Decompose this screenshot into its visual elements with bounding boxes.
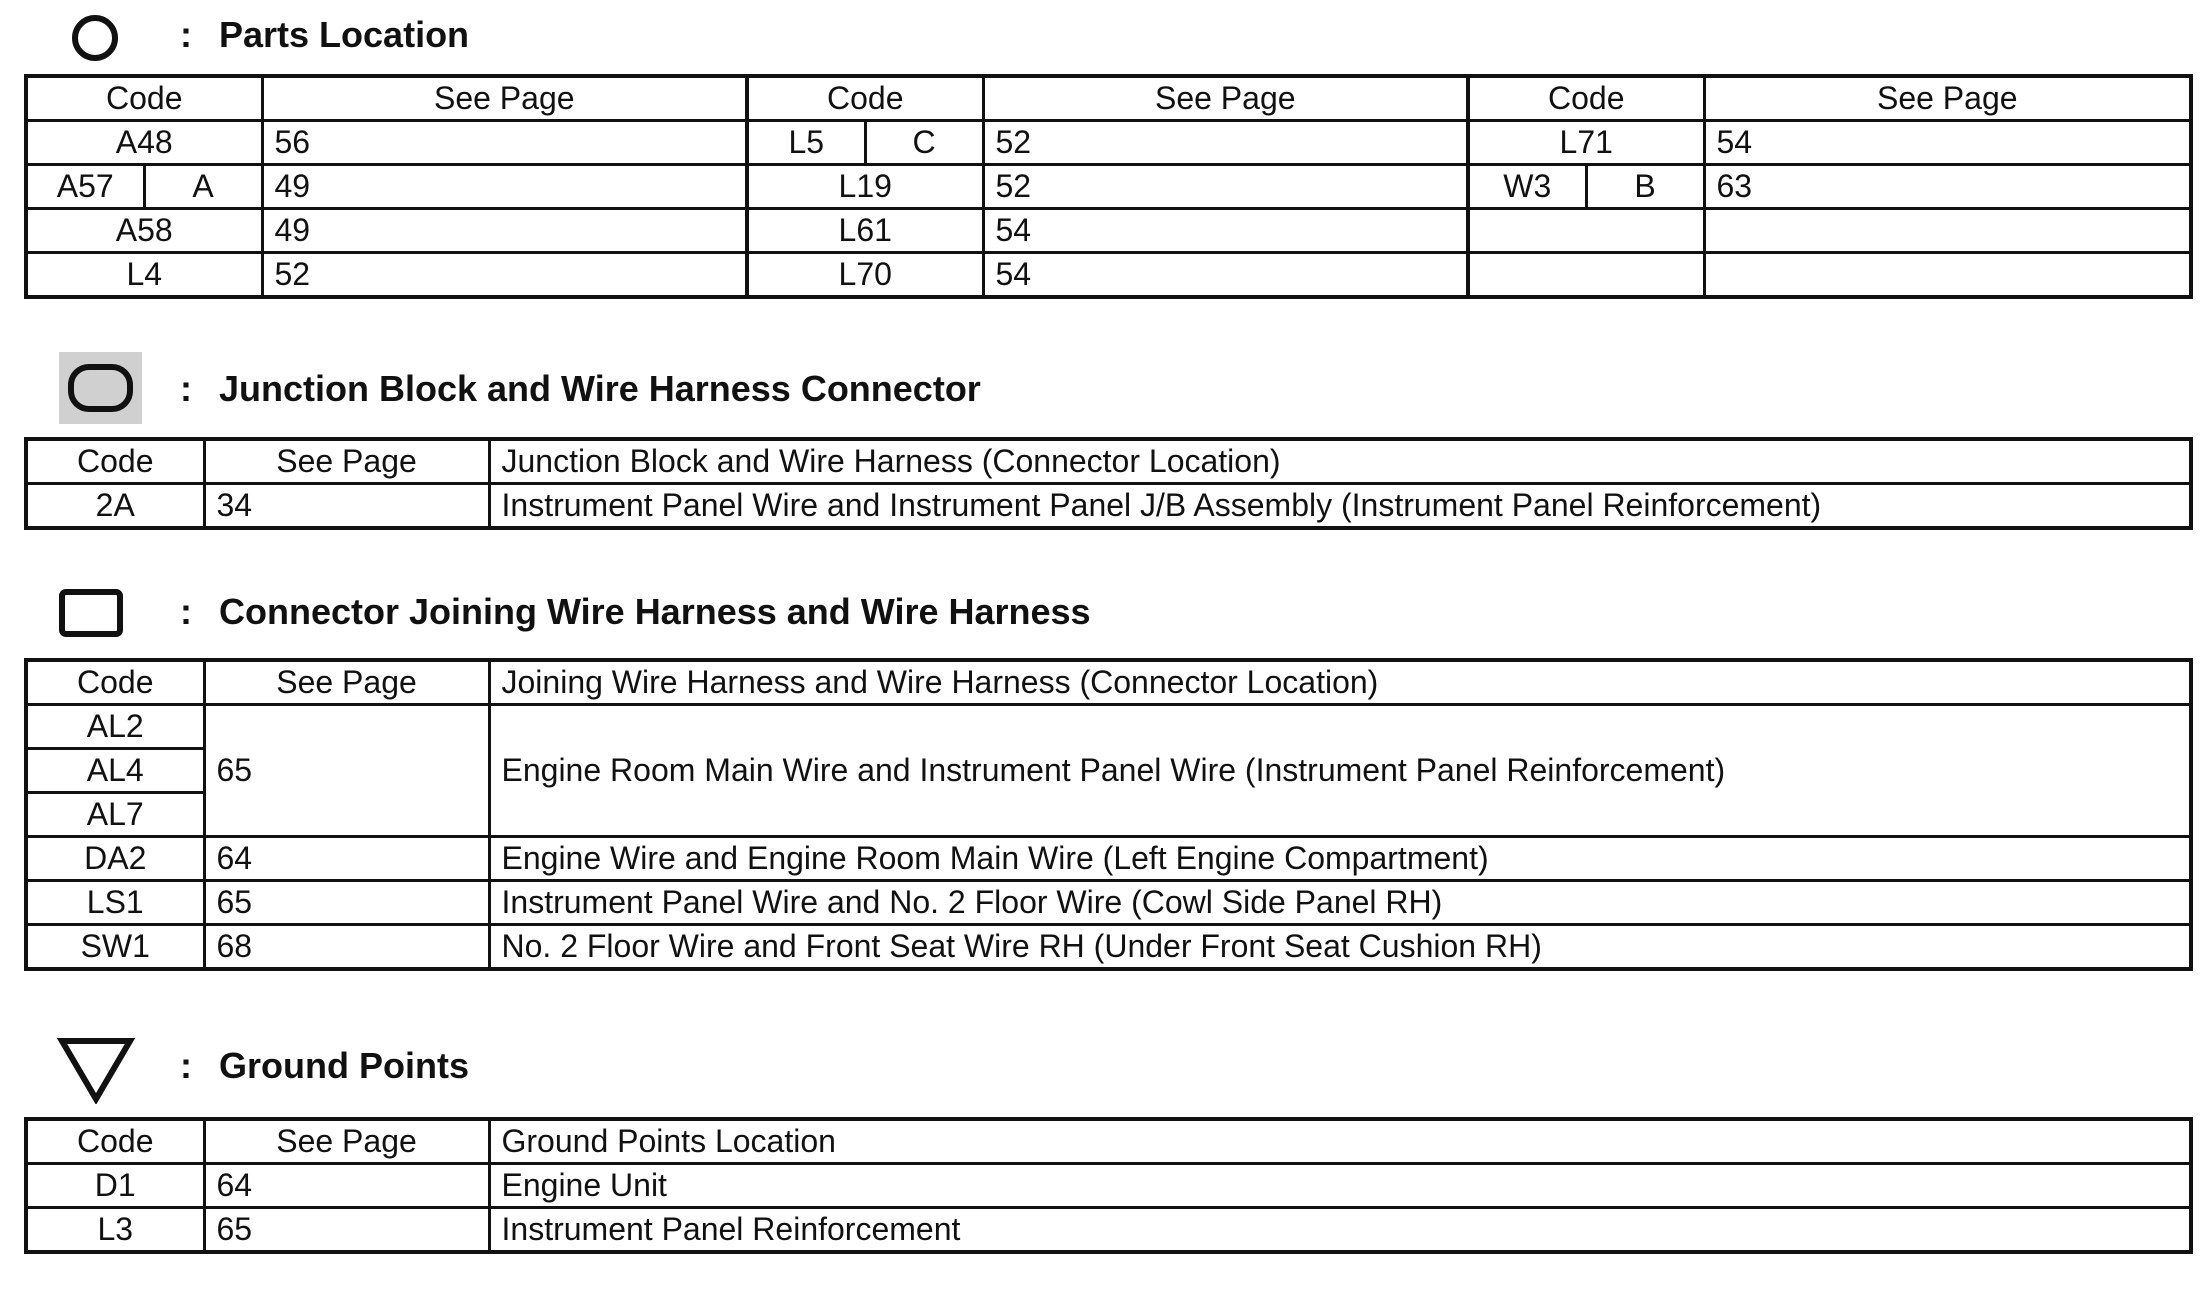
page-cell: 56 xyxy=(262,121,747,165)
description-cell: Instrument Panel Wire and Instrument Panel J/B Assembly (Instrument Panel Reinforcement) xyxy=(489,484,2191,529)
column-header-see-page: See Page xyxy=(204,1119,489,1164)
heading-colon: : xyxy=(180,1045,192,1086)
description-cell: Engine Unit xyxy=(489,1164,2191,1208)
code-cell: A57 xyxy=(26,165,144,209)
table-row xyxy=(26,165,2191,209)
rounded-rect-icon xyxy=(59,352,142,424)
code-cell: A48 xyxy=(26,121,262,165)
triangle-down-icon xyxy=(57,1036,135,1104)
table-row xyxy=(26,1164,2191,1208)
page-cell: 34 xyxy=(204,484,489,529)
table-row xyxy=(26,209,2191,253)
parts-location-heading xyxy=(0,0,2210,80)
description-cell: Engine Room Main Wire and Instrument Panel Wire (Instrument Panel Reinforcement) xyxy=(489,705,2191,837)
page-cell: 52 xyxy=(262,253,747,298)
table-row xyxy=(26,1208,2191,1253)
page-cell: 49 xyxy=(262,165,747,209)
table-row xyxy=(26,484,2191,529)
circle-icon xyxy=(70,13,120,63)
description-cell: Instrument Panel Wire and No. 2 Floor Wire (Cowl Side Panel RH) xyxy=(489,881,2191,925)
section-title: Parts Location xyxy=(219,14,470,55)
code-cell: L61 xyxy=(747,209,983,253)
column-header-see-page: See Page xyxy=(262,76,747,121)
column-header-see-page: See Page xyxy=(204,660,489,705)
column-header-location: Ground Points Location xyxy=(489,1119,2191,1164)
column-header-see-page: See Page xyxy=(983,76,1468,121)
page-cell: 65 xyxy=(204,705,489,837)
code-cell: W3 xyxy=(1468,165,1586,209)
code-cell: SW1 xyxy=(26,925,204,970)
column-header-code: Code xyxy=(747,76,983,121)
table-header-row xyxy=(26,76,2191,121)
code-sub-cell: B xyxy=(1586,165,1704,209)
page-cell: 64 xyxy=(204,837,489,881)
section-title: Connector Joining Wire Harness and Wire Harness xyxy=(219,591,1091,632)
page-cell: 54 xyxy=(983,209,1468,253)
page-cell: 49 xyxy=(262,209,747,253)
description-cell: Engine Wire and Engine Room Main Wire (Left Engine Compartment) xyxy=(489,837,2191,881)
column-header-location: Junction Block and Wire Harness (Connector Location) xyxy=(489,439,2191,484)
column-header-code: Code xyxy=(26,1119,204,1164)
page-cell: 65 xyxy=(204,881,489,925)
page-cell xyxy=(1704,209,2191,253)
connector-joining-heading xyxy=(0,575,2210,655)
code-cell: AL4 xyxy=(26,749,204,793)
code-cell: L5 xyxy=(747,121,865,165)
page-cell: 63 xyxy=(1704,165,2191,209)
column-header-see-page: See Page xyxy=(1704,76,2191,121)
table-row xyxy=(26,925,2191,970)
rectangle-icon xyxy=(59,589,123,639)
code-cell xyxy=(1468,209,1704,253)
code-cell: DA2 xyxy=(26,837,204,881)
page-cell: 64 xyxy=(204,1164,489,1208)
table-row xyxy=(26,837,2191,881)
code-cell: LS1 xyxy=(26,881,204,925)
table-row xyxy=(26,881,2191,925)
page-cell: 68 xyxy=(204,925,489,970)
section-title: Ground Points xyxy=(219,1045,469,1086)
code-cell: L71 xyxy=(1468,121,1704,165)
ground-points-heading xyxy=(0,1033,2210,1113)
rounded-rect-shape xyxy=(59,352,142,424)
page-cell xyxy=(1704,253,2191,298)
page-cell: 54 xyxy=(983,253,1468,298)
table-header-row xyxy=(26,1119,2191,1164)
code-cell: L70 xyxy=(747,253,983,298)
code-cell: A58 xyxy=(26,209,262,253)
code-cell: L3 xyxy=(26,1208,204,1253)
code-cell: AL2 xyxy=(26,705,204,749)
code-sub-cell: C xyxy=(865,121,983,165)
heading-colon: : xyxy=(180,14,192,55)
column-header-location: Joining Wire Harness and Wire Harness (Connector Location) xyxy=(489,660,2191,705)
connector-joining-table xyxy=(24,658,2193,971)
description-cell: Instrument Panel Reinforcement xyxy=(489,1208,2191,1253)
code-cell: L19 xyxy=(747,165,983,209)
ground-points-table xyxy=(24,1117,2193,1254)
table-header-row xyxy=(26,660,2191,705)
column-header-code: Code xyxy=(26,76,262,121)
code-cell: L4 xyxy=(26,253,262,298)
page-cell: 52 xyxy=(983,165,1468,209)
code-cell: AL7 xyxy=(26,793,204,837)
section-title: Junction Block and Wire Harness Connector xyxy=(219,368,981,409)
code-sub-cell: A xyxy=(144,165,262,209)
code-cell: D1 xyxy=(26,1164,204,1208)
column-header-code: Code xyxy=(1468,76,1704,121)
heading-colon: : xyxy=(180,591,192,632)
page-cell: 54 xyxy=(1704,121,2191,165)
table-header-row xyxy=(26,439,2191,484)
junction-block-table xyxy=(24,437,2193,530)
parts-location-table xyxy=(24,74,2193,299)
junction-block-heading xyxy=(0,352,2210,432)
table-row xyxy=(26,705,2191,749)
description-cell: No. 2 Floor Wire and Front Seat Wire RH (Under Front Seat Cushion RH) xyxy=(489,925,2191,970)
page-cell: 52 xyxy=(983,121,1468,165)
heading-colon: : xyxy=(180,368,192,409)
column-header-see-page: See Page xyxy=(204,439,489,484)
column-header-code: Code xyxy=(26,439,204,484)
page-cell: 65 xyxy=(204,1208,489,1253)
code-cell xyxy=(1468,253,1704,298)
table-row xyxy=(26,121,2191,165)
code-cell: 2A xyxy=(26,484,204,529)
table-row xyxy=(26,253,2191,298)
column-header-code: Code xyxy=(26,660,204,705)
